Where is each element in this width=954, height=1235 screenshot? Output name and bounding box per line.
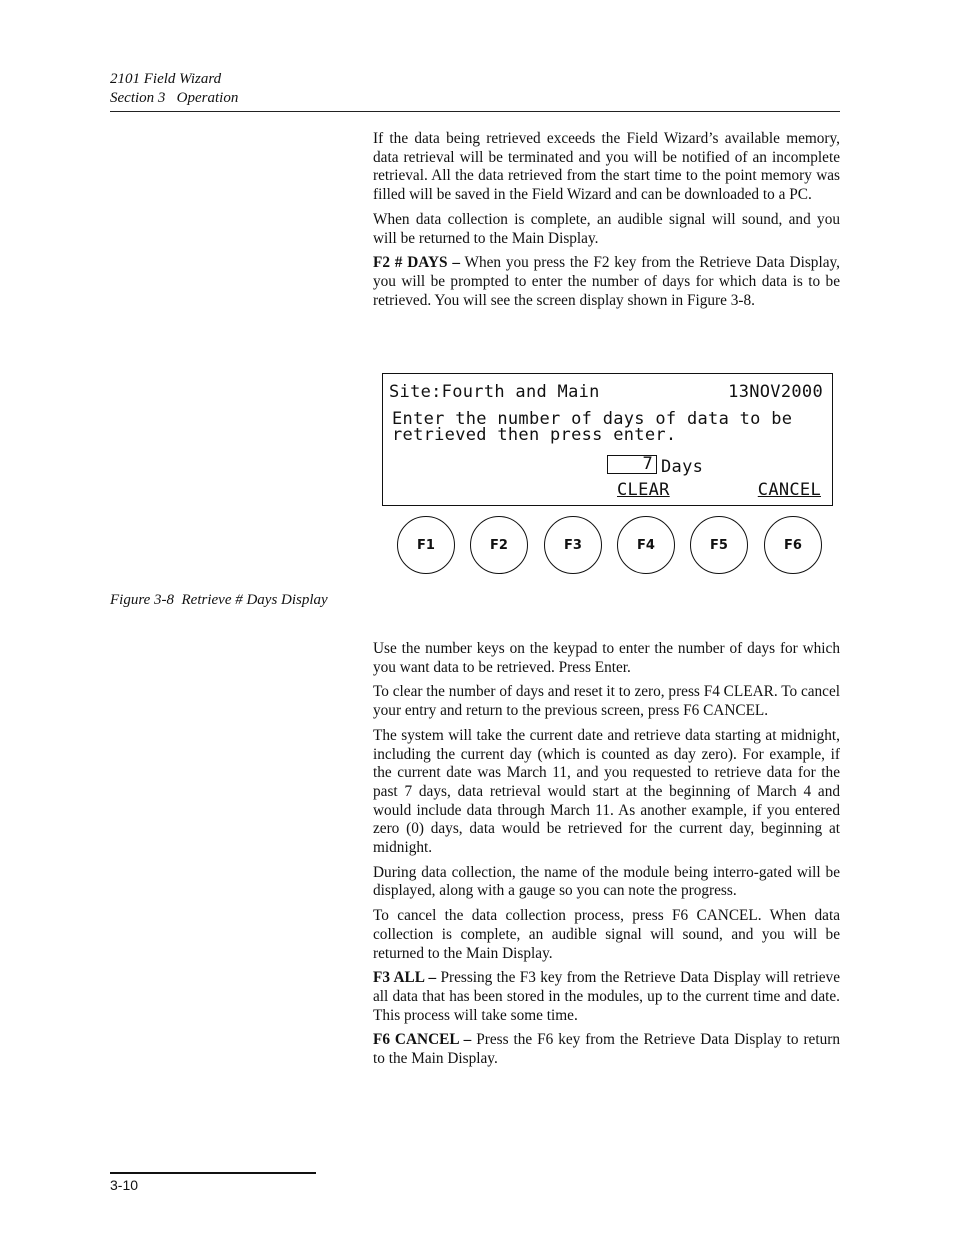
lcd-site-name: Site:Fourth and Main [389, 382, 600, 402]
paragraph-memory-exceeded: If the data being retrieved exceeds the Field Wizard’s available memory, data retrieval will be terminated and you will be notified of an incomplete retrieval. All the data retrieved from the start time to the point memory was filled will be saved in the Field Wizard and can be downloaded to a PC. [373, 130, 840, 204]
f4-key[interactable]: F4 [617, 516, 675, 574]
header-title: 2101 Field Wizard [110, 71, 222, 87]
lcd-screen [382, 373, 833, 506]
paragraph-f3-all [373, 969, 840, 1025]
header-rule [110, 111, 840, 112]
f6-cancel-text: Press the F6 key from the Retrieve Data Display to return to the Main Display. [373, 1031, 840, 1068]
f6-cancel-lead: F6 CANCEL – [373, 1031, 472, 1049]
page-number: 3-10 [110, 1177, 139, 1193]
paragraph-clear-cancel: To clear the number of days and reset it to zero, press F4 CLEAR. To cancel your entry and return to the previous screen, press F6 CANCEL. [373, 683, 840, 720]
lcd-prompt-line2: retrieved then press enter. [392, 425, 677, 445]
f3-key[interactable]: F3 [544, 516, 602, 574]
figure-caption: Figure 3-8 Retrieve # Days Display [110, 592, 328, 608]
paragraph-progress: During data collection, the name of the module being interro-gated will be displayed, along with a gauge so you can note the progress. [373, 863, 840, 900]
running-header [110, 70, 238, 107]
f5-key[interactable]: F5 [690, 516, 748, 574]
f3-all-lead: F3 ALL – [373, 969, 437, 987]
header-section: Section 3 Operation [110, 89, 239, 106]
f3-all-text: Pressing the F3 key from the Retrieve Data Display will retrieve all data that has been stored in the modules, up to the current time and date. This process will take some time. [373, 969, 840, 1024]
f6-key[interactable]: F6 [764, 516, 822, 574]
paragraph-cancel-collection: To cancel the data collection process, press F6 CANCEL. When data collection is complete, an audible signal will sound, and you will be returned to the Main Display. [373, 907, 840, 962]
f2-days-lead: F2 # DAYS – [373, 254, 460, 272]
paragraph-collection-complete: When data collection is complete, an audible signal will sound, and you will be returned to the Main Display. [373, 210, 840, 247]
bottom-text-column [373, 640, 840, 1075]
days-unit-label: Days [661, 457, 704, 477]
paragraph-enter-days: Use the number keys on the keypad to enter the number of days for which you want data to be retrieved. Press Enter. [373, 640, 840, 676]
lcd-date: 13NOV2000 [728, 382, 823, 402]
function-key-row [397, 516, 827, 578]
f2-key[interactable]: F2 [470, 516, 528, 574]
f2-days-text: When you press the F2 key from the Retrieve Data Display, you will be prompted to enter the number of days for which data is to be retrieved. You will see the screen display shown in Figure 3-8. [373, 254, 840, 309]
paragraph-date-example: The system will take the current date and retrieve data starting at midnight, including the current day (which is counted as day zero). For example, if the current date was March 11, and you requested to retrieve data for the past 7 days, data retrieval would start at the beginning of March 4 and would include data through March 11. As another example, if you entered zero (0) days, data would be retrieved for the current day, beginning at midnight. [373, 726, 840, 857]
days-entry-field[interactable]: 7 [607, 455, 657, 474]
clear-softkey[interactable]: CLEAR [617, 480, 670, 500]
f1-key[interactable]: F1 [397, 516, 455, 574]
cancel-softkey[interactable]: CANCEL [757, 480, 821, 500]
paragraph-f6-cancel [373, 1031, 840, 1068]
top-text-column [373, 130, 840, 316]
lcd-prompt-line1: Enter the number of days of data to be [392, 409, 793, 429]
paragraph-f2-days [373, 254, 840, 310]
lcd-prompt [392, 411, 792, 443]
footer-rule [110, 1172, 316, 1174]
